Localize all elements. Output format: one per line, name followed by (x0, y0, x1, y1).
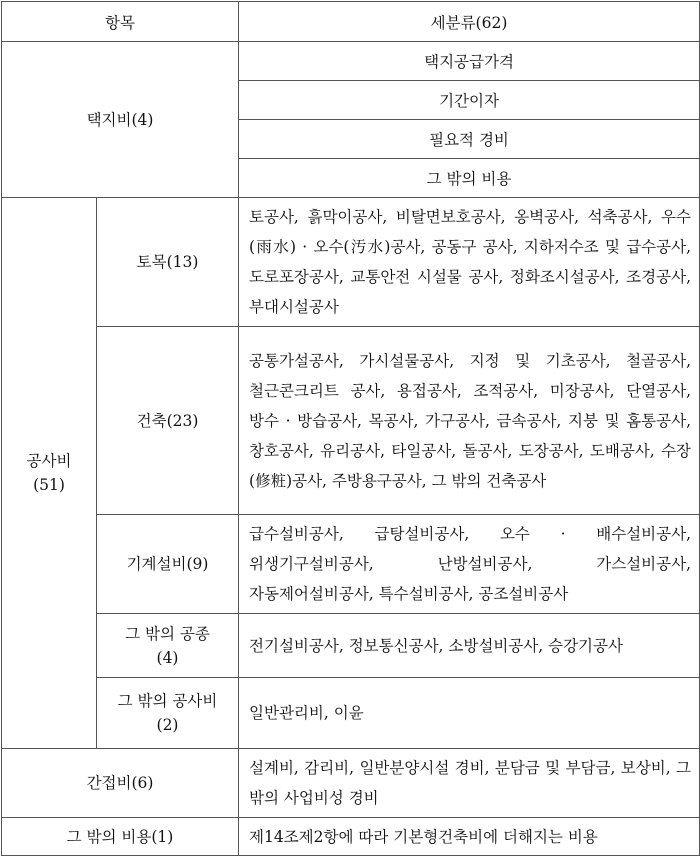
land-cost-label: 택지비(4) (2, 42, 239, 198)
land-cost-item: 택지공급가격 (239, 42, 700, 81)
header-subcategory: 세분류(62) (239, 2, 700, 42)
civil-works-items: 토공사, 흙막이공사, 비탈면보호공사, 옹벽공사, 석축공사, 우수(雨水) · 오수(汚水)공사, 공동구 공사, 지하저수조 및 급수공사, 도로포장공사, 교통안전 시설물 공사, 정화조시설공사, 조경공사, 부대시설공사 (239, 198, 700, 327)
architecture-label (97, 327, 239, 515)
other-cost-row (2, 818, 700, 856)
civil-works-label-text: 토목(13) (136, 253, 199, 271)
construction-row (2, 198, 700, 327)
other-construction-cost-label-title: 그 밖의 공사비 (117, 692, 218, 710)
header-row (2, 2, 700, 42)
mechanical-label-text: 기계설비(9) (126, 555, 209, 573)
other-trades-label-count: (4) (156, 648, 179, 667)
indirect-cost-label: 간접비(6) (2, 749, 239, 818)
land-cost-item: 그 밖의 비용 (239, 159, 700, 198)
construction-label (2, 198, 97, 749)
other-trades-label-title: 그 밖의 공종 (125, 624, 210, 643)
cost-breakdown-table (1, 1, 700, 856)
construction-row (2, 515, 700, 614)
land-cost-row (2, 42, 700, 81)
indirect-cost-row (2, 749, 700, 818)
construction-label-title: 공사비 (26, 452, 72, 470)
mechanical-items: 급수설비공사, 급탕설비공사, 오수 · 배수설비공사, 위생기구설비공사, 난방설비공사, 가스설비공사, 자동제어설비공사, 특수설비공사, 공조설비공사 (239, 515, 700, 614)
other-cost-label: 그 밖의 비용(1) (2, 818, 239, 856)
other-trades-label (97, 614, 239, 678)
land-cost-item: 기간이자 (239, 81, 700, 120)
construction-label-count: (51) (33, 476, 65, 494)
other-construction-cost-items: 일반관리비, 이윤 (239, 678, 700, 749)
other-trades-items: 전기설비공사, 정보통신공사, 소방설비공사, 승강기공사 (239, 614, 700, 678)
construction-row (2, 614, 700, 678)
mechanical-label (97, 515, 239, 614)
header-category: 항목 (2, 2, 239, 42)
indirect-cost-items: 설계비, 감리비, 일반분양시설 경비, 분담금 및 부담금, 보상비, 그 밖의 사업비성 경비 (239, 749, 700, 818)
architecture-items: 공통가설공사, 가시설물공사, 지정 및 기초공사, 철골공사, 철근콘크리트 공사, 용접공사, 조적공사, 미장공사, 단열공사, 방수 · 방습공사, 목공사, 가구공사, 금속공사, 지붕 및 홈통공사, 창호공사, 유리공사, 타일공사, 돌공사, 도장공사, 도배공사, 수장(修粧)공사, 주방용구공사, 그 밖의 건축공사 (239, 327, 700, 515)
other-cost-items: 제14조제2항에 따라 기본형건축비에 더해지는 비용 (239, 818, 700, 856)
architecture-label-text: 건축(23) (136, 411, 199, 430)
civil-works-label (97, 198, 239, 327)
other-construction-cost-label (97, 678, 239, 749)
other-construction-cost-label-count: (2) (156, 716, 179, 734)
land-cost-item: 필요적 경비 (239, 120, 700, 159)
construction-row (2, 678, 700, 749)
construction-row (2, 327, 700, 515)
